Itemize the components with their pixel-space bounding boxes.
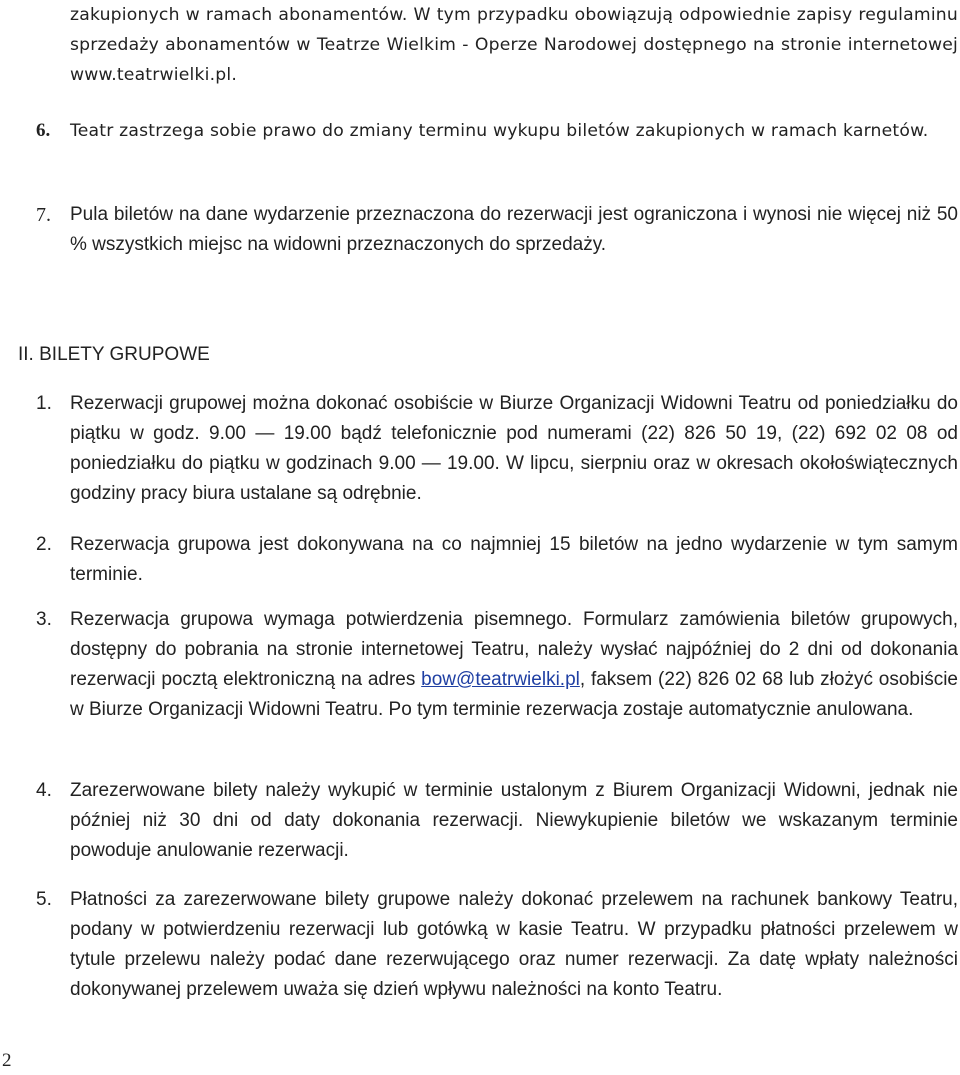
list-item-text: Zarezerwowane bilety należy wykupić w terminie ustalonym z Biurem Organizacji Widowni, jednak nie później niż 30 dni od daty dokonania rezerwacji. Niewykupienie biletów we wskazanym terminie powoduje anulowanie rezerwacji. — [70, 780, 958, 861]
list-number: 2. — [36, 534, 52, 555]
list-number: 5. — [36, 889, 52, 910]
section-heading: II. BILETY GRUPOWE — [18, 344, 210, 365]
list-number: 6. — [36, 120, 51, 141]
list-item-text: Pula biletów na dane wydarzenie przeznaczona do rezerwacji jest ograniczona i wynosi nie więcej niż 50 % wszystkich miejsc na widowni przeznaczonych do sprzedaży. — [70, 204, 958, 255]
item-text-after-link: , faksem (22) 826 02 68 lub złożyć osobiście w Biurze Organizacji Widowni Teatru. Po tym terminie rezerwacja zostaje automatycznie anulowana. — [70, 669, 958, 720]
list-item-text: Rezerwacja grupowa jest dokonywana na co najmniej 15 biletów na jedno wydarzenie w tym samym terminie. — [70, 534, 958, 585]
list-item-text: Teatr zastrzega sobie prawo do zmiany terminu wykupu biletów zakupionych w ramach karnetów. — [70, 121, 929, 141]
email-link[interactable]: bow@teatrwielki.pl — [421, 669, 580, 690]
list-number: 1. — [36, 393, 52, 414]
list-item-text: Płatności za zarezerwowane bilety grupowe należy dokonać przelewem na rachunek bankowy Teatru, podany w potwierdzeniu rezerwacji lub gotówką w kasie Teatru. W przypadku płatności przelewem w tytule przelewu należy podać dane rezerwującego oraz numer rezerwacji. Za datę wpłaty należności dokonywanej przelewem uważa się dzień wpływu należności na konto Teatru. — [70, 889, 958, 1000]
list-number: 3. — [36, 609, 52, 630]
list-number: 4. — [36, 780, 52, 801]
list-number: 7. — [36, 204, 51, 226]
list-item-text — [70, 605, 958, 725]
item-text-before-link: Rezerwacja grupowa wymaga potwierdzenia pisemnego. Formularz zamówienia biletów grupowych, dostępny do pobrania na stronie internetowej Teatru, należy wysłać najpóźniej do 2 dni od dokonania rezerwacji pocztą elektroniczną na adres — [70, 609, 958, 690]
page-number: 2 — [2, 1050, 12, 1071]
list-item-text: Rezerwacji grupowej można dokonać osobiście w Biurze Organizacji Widowni Teatru od poniedziałku do piątku w godz. 9.00 — 19.00 bądź telefonicznie pod numerami (22) 826 50 19, (22) 692 02 08 od poniedziałku do piątku w godzinach 9.00 — 19.00. W lipcu, sierpniu oraz w okresach okołoświątecznych godziny pracy biura ustalane są odrębnie. — [70, 393, 958, 504]
intro-paragraph: zakupionych w ramach abonamentów. W tym przypadku obowiązują odpowiednie zapisy regulaminu sprzedaży abonamentów w Teatrze Wielkim - Operze Narodowej dostępnego na stronie internetowej www.teatrwielki.pl. — [70, 5, 958, 85]
